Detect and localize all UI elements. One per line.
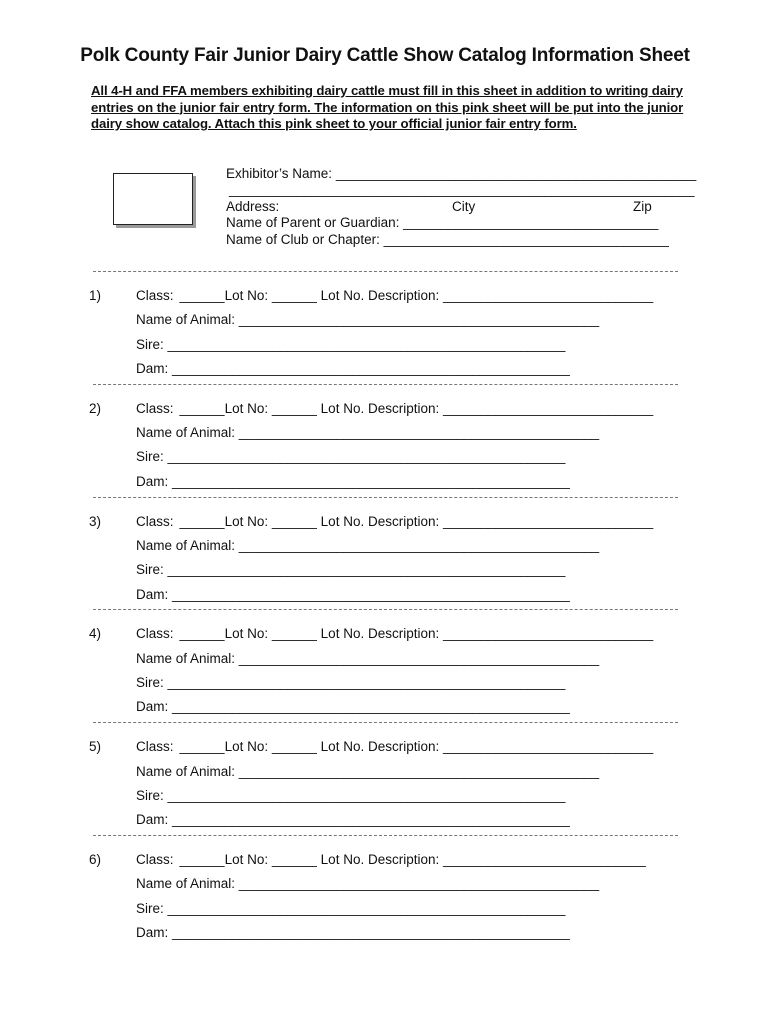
animal-field[interactable]: ________________________________________________	[235, 312, 600, 328]
sire-field[interactable]: _____________________________________________________	[163, 900, 566, 916]
lot-desc-field[interactable]: ____________________________	[439, 288, 654, 303]
animal-label: Name of Animal:	[136, 312, 236, 328]
lot-no-field[interactable]: ______	[268, 739, 321, 755]
address-row	[226, 199, 279, 214]
dam-row	[136, 361, 570, 376]
entry-number: 1)	[89, 288, 102, 303]
class-field[interactable]: ______	[179, 400, 225, 416]
dashed-separator	[93, 835, 678, 836]
dashed-separator	[93, 271, 678, 272]
sire-field[interactable]: _____________________________________________________	[163, 675, 566, 690]
dashed-separator	[93, 609, 678, 610]
page-title: Polk County Fair Junior Dairy Cattle Show Catalog Information Sheet	[80, 45, 690, 66]
class-label: Class:	[136, 513, 174, 529]
lot-no-label: Lot No:	[224, 739, 269, 755]
sire-label: Sire:	[136, 449, 164, 465]
dam-label: Dam:	[136, 586, 169, 602]
class-row	[136, 852, 646, 867]
dam-field[interactable]: _____________________________________________________	[168, 812, 570, 828]
animal-field[interactable]: ________________________________________________	[235, 425, 600, 441]
dam-row	[136, 812, 570, 827]
entry-number: 4)	[89, 626, 102, 642]
sire-label: Sire:	[136, 336, 164, 352]
dashed-separator	[93, 722, 678, 723]
lot-no-label: Lot No:	[224, 288, 269, 303]
club-field[interactable]: ______________________________________	[383, 232, 669, 247]
club-row	[226, 232, 669, 247]
dam-label: Dam:	[136, 699, 169, 715]
lot-no-label: Lot No:	[224, 513, 269, 529]
animal-field[interactable]: ________________________________________________	[235, 876, 600, 892]
parent-label: Name of Parent or Guardian:	[226, 215, 400, 230]
lot-desc-label: Lot No. Description:	[320, 852, 440, 867]
lot-desc-label: Lot No. Description:	[320, 626, 440, 642]
sire-label: Sire:	[136, 562, 164, 578]
dam-label: Dam:	[136, 473, 169, 489]
sire-row	[136, 562, 565, 577]
sire-row	[136, 337, 565, 352]
entry-number: 5)	[89, 739, 102, 755]
instructions-paragraph: All 4-H and FFA members exhibiting dairy cattle must fill in this sheet in addition to writing dairy entries on the junior fair entry form. The information on this pink sheet will be put into the junior dairy show catalog. Attach this pink sheet to your official junior fair entry form.	[91, 83, 684, 131]
dam-row	[136, 474, 570, 489]
sire-field[interactable]: _____________________________________________________	[163, 562, 566, 578]
dam-row	[136, 587, 570, 602]
lot-no-field[interactable]: ______	[268, 852, 321, 867]
class-field[interactable]: ______	[179, 852, 225, 867]
parent-row	[226, 215, 658, 230]
class-row	[136, 739, 653, 754]
lot-desc-label: Lot No. Description:	[320, 400, 440, 416]
dam-field[interactable]: _____________________________________________________	[168, 586, 570, 602]
class-field[interactable]: ______	[179, 288, 225, 303]
lot-no-field[interactable]: ______	[268, 288, 321, 303]
dam-field[interactable]: _____________________________________________________	[168, 473, 570, 489]
sire-label: Sire:	[136, 675, 164, 690]
class-row	[136, 626, 653, 641]
entry-number: 6)	[89, 852, 102, 867]
dashed-separator	[93, 497, 678, 498]
parent-field[interactable]: __________________________________	[403, 215, 659, 230]
lot-desc-field[interactable]: ___________________________	[439, 852, 646, 867]
dam-label: Dam:	[136, 812, 169, 828]
sire-field[interactable]: _____________________________________________________	[163, 449, 566, 465]
city-label: City	[452, 199, 476, 214]
zip-label: Zip	[633, 199, 652, 214]
sire-label: Sire:	[136, 787, 164, 803]
class-label: Class:	[136, 852, 174, 867]
lot-no-label: Lot No:	[224, 626, 269, 642]
animal-row	[136, 764, 599, 779]
sire-field[interactable]: _____________________________________________________	[163, 336, 566, 352]
lot-desc-label: Lot No. Description:	[320, 288, 440, 303]
dam-row	[136, 925, 570, 940]
animal-label: Name of Animal:	[136, 650, 236, 666]
lot-no-field[interactable]: ______	[268, 626, 321, 642]
lot-no-label: Lot No:	[224, 400, 269, 416]
address-label: Address:	[226, 199, 280, 214]
animal-row	[136, 651, 599, 666]
lot-desc-field[interactable]: ____________________________	[439, 626, 654, 642]
dam-label: Dam:	[136, 360, 169, 376]
entry-number: 3)	[89, 513, 102, 529]
sire-row	[136, 675, 565, 690]
animal-row	[136, 425, 599, 440]
class-field[interactable]: ______	[179, 739, 225, 755]
club-label: Name of Club or Chapter:	[226, 232, 380, 247]
lot-desc-field[interactable]: ____________________________	[439, 400, 654, 416]
dam-label: Dam:	[136, 924, 169, 940]
lot-no-label: Lot No:	[224, 852, 269, 867]
exhibitor-name-field[interactable]: ________________________________________________	[335, 166, 697, 181]
lot-desc-label: Lot No. Description:	[320, 513, 440, 529]
exhibitor-name-line2[interactable]: ______________________________________________________________	[229, 182, 695, 197]
class-label: Class:	[136, 400, 174, 416]
class-label: Class:	[136, 288, 174, 303]
animal-label: Name of Animal:	[136, 425, 236, 441]
sire-label: Sire:	[136, 900, 164, 916]
exhibitor-name-label: Exhibitor’s Name:	[226, 166, 333, 181]
lot-desc-label: Lot No. Description:	[320, 739, 440, 755]
dam-field[interactable]: _____________________________________________________	[168, 924, 570, 940]
animal-field[interactable]: ________________________________________________	[235, 763, 600, 779]
dam-field[interactable]: _____________________________________________________	[168, 360, 570, 376]
class-row	[136, 288, 653, 303]
entry-number: 2)	[89, 400, 102, 416]
animal-field[interactable]: ________________________________________________	[235, 650, 600, 666]
class-field[interactable]: ______	[179, 513, 225, 529]
sire-row	[136, 901, 565, 916]
animal-row	[136, 876, 599, 891]
animal-field[interactable]: ________________________________________________	[235, 537, 600, 553]
class-row	[136, 514, 653, 529]
animal-row	[136, 538, 599, 553]
animal-row	[136, 312, 599, 327]
exhibitor-name-row	[226, 166, 696, 181]
photo-box	[113, 173, 193, 225]
animal-label: Name of Animal:	[136, 763, 236, 779]
sire-row	[136, 788, 565, 803]
lot-desc-field[interactable]: ____________________________	[439, 739, 654, 755]
dashed-separator	[93, 384, 678, 385]
dam-field[interactable]: _____________________________________________________	[168, 699, 570, 715]
lot-no-field[interactable]: ______	[268, 400, 321, 416]
dam-row	[136, 699, 570, 714]
class-row	[136, 401, 653, 416]
class-label: Class:	[136, 626, 174, 642]
sire-field[interactable]: _____________________________________________________	[163, 787, 566, 803]
class-field[interactable]: ______	[179, 626, 225, 642]
lot-desc-field[interactable]: ____________________________	[439, 513, 654, 529]
animal-label: Name of Animal:	[136, 537, 236, 553]
sire-row	[136, 449, 565, 464]
class-label: Class:	[136, 739, 174, 755]
animal-label: Name of Animal:	[136, 876, 236, 892]
lot-no-field[interactable]: ______	[268, 513, 321, 529]
